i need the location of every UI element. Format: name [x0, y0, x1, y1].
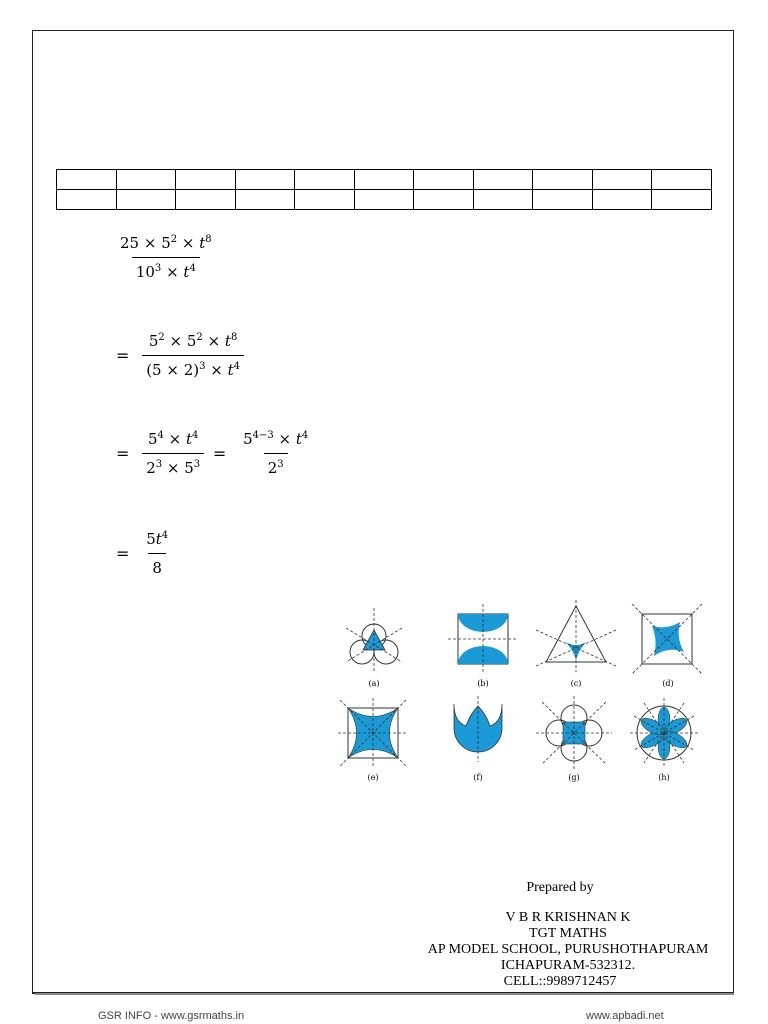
equals-sign: = [116, 444, 130, 463]
page-border-shadow [35, 993, 734, 995]
math-step-4 [116, 530, 172, 577]
footer-left-link[interactable]: GSR INFO - www.gsrmaths.in [98, 1010, 245, 1022]
equals-sign: = [116, 346, 130, 365]
author-name: V B R KRISHNAN K [505, 910, 631, 925]
fraction [239, 430, 312, 477]
numerator: $25 \times 5^2 \times t^8$ [120, 234, 212, 252]
school-name: AP MODEL SCHOOL, PURUSHOTHAPURAM [427, 942, 709, 957]
denominator: $2^3$ [264, 453, 288, 477]
figure-g [536, 696, 612, 782]
author-cell: CELL::9989712457 [503, 974, 617, 989]
denominator: 8 [148, 553, 166, 577]
fraction [142, 530, 172, 577]
figure-f [454, 696, 502, 782]
numerator: $5^2 \times 5^2 \times t^8$ [148, 332, 238, 350]
fraction [142, 332, 244, 379]
numerator: $5t^4$ [146, 530, 169, 548]
figure-caption: (d) [662, 679, 674, 688]
equals-sign: = [116, 544, 130, 563]
math-step-2 [116, 332, 244, 379]
numerator: $5^4 \times t^4$ [147, 430, 199, 448]
figure-caption: (b) [477, 679, 489, 688]
figure-h [630, 698, 698, 782]
figure-a [346, 608, 402, 688]
equals-sign: = [212, 444, 227, 463]
table-row [57, 190, 712, 210]
figure-caption: (c) [570, 679, 582, 688]
numerator: $5^{4-3} \times t^4$ [243, 430, 309, 448]
figure-c [536, 600, 616, 688]
figure-d [632, 604, 702, 688]
denominator: $2^3 \times 5^3$ [142, 453, 204, 477]
fraction [142, 430, 204, 477]
figure-caption: (a) [368, 679, 380, 688]
empty-grid-table [56, 169, 712, 210]
fraction [116, 234, 216, 281]
figure-caption: (e) [367, 773, 379, 782]
figure-caption: (f) [473, 773, 483, 782]
footer-right-link[interactable]: www.apbadi.net [586, 1010, 664, 1022]
author-role: TGT MATHS [529, 926, 607, 941]
denominator: $(5 \times 2)^3 \times t^4$ [142, 355, 244, 379]
table-row [57, 170, 712, 190]
symmetry-figures [330, 600, 710, 790]
figure-b [448, 604, 518, 688]
figure-caption: (h) [658, 773, 670, 782]
math-step-3 [116, 430, 312, 477]
denominator: $10^3 \times t^4$ [132, 257, 200, 281]
figure-caption: (g) [568, 773, 580, 782]
math-expression-1 [116, 234, 216, 281]
figure-e [338, 698, 408, 782]
prepared-by-label: Prepared by [526, 880, 594, 895]
school-place: ICHAPURAM-532312. [500, 958, 636, 973]
